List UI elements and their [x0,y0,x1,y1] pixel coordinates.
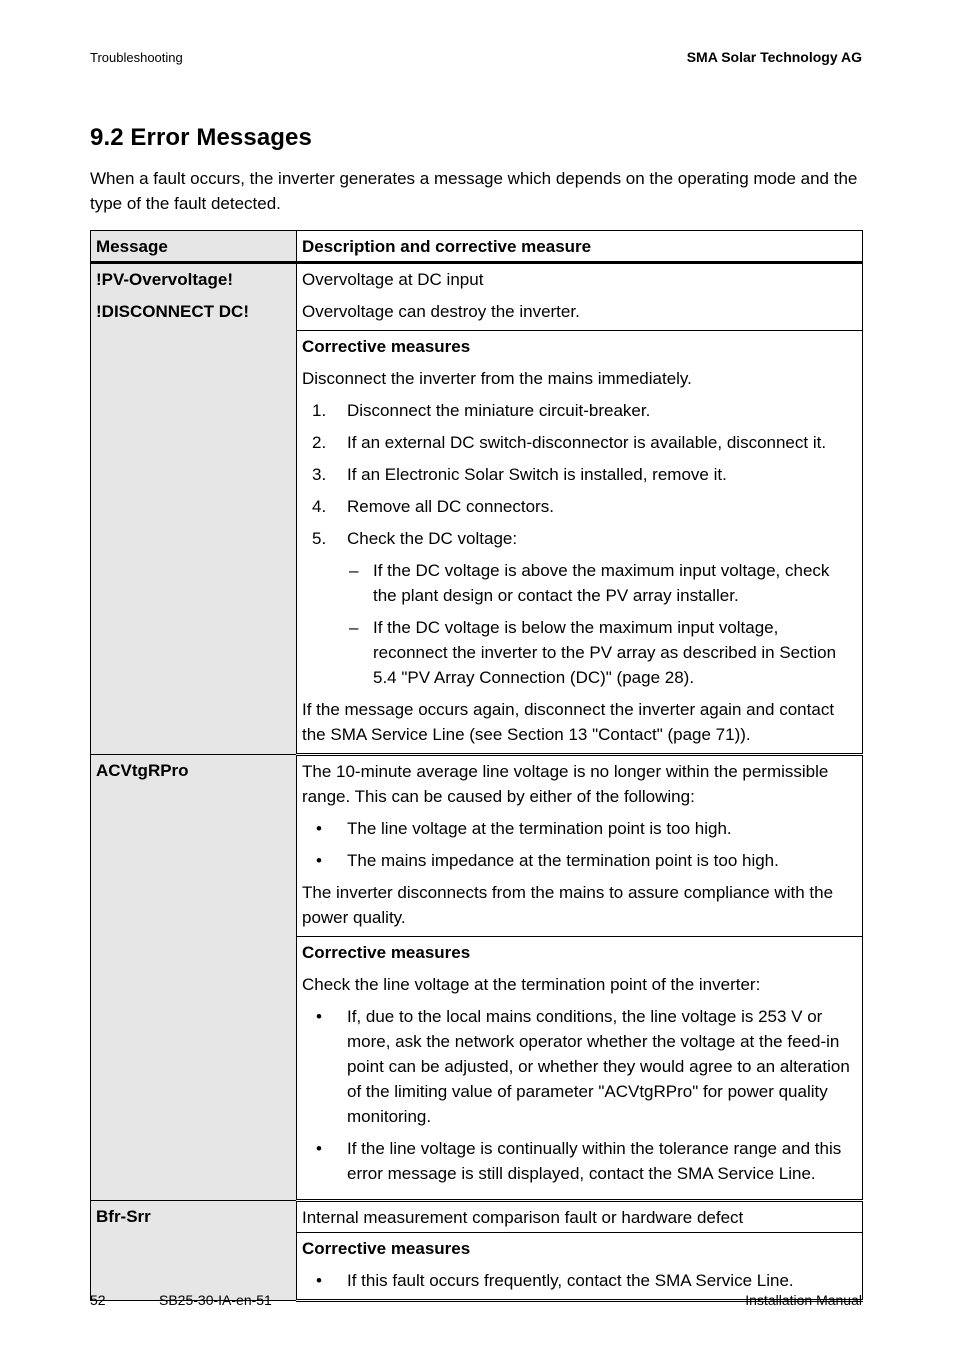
corrective-measures-label: Corrective measures [302,943,471,962]
column-header-description: Description and corrective measure [297,231,863,263]
message-cell [91,263,297,755]
corrective-measures-label: Corrective measures [302,337,471,356]
document-type: Installation Manual [745,1292,862,1308]
step-text: If an external DC switch-disconnector is available, disconnect it. [347,433,827,452]
corrective-measures-label: Corrective measures [302,1239,471,1258]
step-text: Remove all DC connectors. [347,497,554,516]
step-text: If an Electronic Solar Switch is installed, remove it. [347,465,727,484]
corrective-cell [297,331,863,755]
step-number: 5. [312,529,327,548]
list-item [302,615,857,690]
description-cell [297,755,863,937]
column-header-message: Message [91,231,297,263]
description-text: The 10-minute average line voltage is no longer within the permissible range. This can be caused by either of the following: [302,762,829,806]
step-number: 4. [312,497,327,516]
description-text: Internal measurement comparison fault or hardware defect [302,1208,744,1227]
list-item [302,398,857,423]
bullet-text: If the line voltage is continually within the tolerance range and this error message is still displayed, contact the SMA Service Line. [347,1139,842,1183]
description-text: Overvoltage at DC input [302,270,484,289]
bullet-marker: • [316,1007,322,1026]
bullet-text: If, due to the local mains conditions, the line voltage is 253 V or more, ask the network operator whether the voltage at the feed-in point can be adjusted, or whether they would agree to an alteration of the limiting value of parameter "ACVtgRPro" for power quality monitoring. [347,1007,850,1126]
step-text: Disconnect the miniature circuit-breaker. [347,401,651,420]
list-item [302,1268,857,1293]
error-messages-table [90,230,863,1302]
list-item [302,494,857,519]
bullet-text: If this fault occurs frequently, contact the SMA Service Line. [347,1271,794,1290]
corrective-closing: If the message occurs again, disconnect the inverter again and contact the SMA Service Line (see Section 13 "Contact" (page 71)). [302,700,835,744]
message-name: Bfr-Srr [96,1207,151,1226]
message-name: ACVtgRPro [96,761,189,780]
dash-marker: – [349,561,359,580]
bullet-text: The line voltage at the termination point is too high. [347,819,732,838]
page-number: 52 [90,1292,106,1308]
document-id: SB25-30-IA-en-51 [159,1292,272,1308]
step-number: 2. [312,433,327,452]
list-item [302,816,857,841]
message-cell [91,755,297,1201]
table-row [91,755,863,937]
intro-paragraph: When a fault occurs, the inverter generates a message which depends on the operating mode and the type of the fault detected. [90,169,858,213]
table-row [91,263,863,331]
description-text: The inverter disconnects from the mains to assure compliance with the power quality. [302,883,834,927]
corrective-intro: Check the line voltage at the termination point of the inverter: [302,975,761,994]
bullet-marker: • [316,851,322,870]
list-item [302,462,857,487]
list-item [302,558,857,608]
running-header-company: SMA Solar Technology AG [686,49,862,65]
bullet-marker: • [316,1271,322,1290]
list-item [302,430,857,455]
corrective-cell [297,937,863,1201]
list-item [302,526,857,551]
bullet-marker: • [316,1139,322,1158]
bullet-marker: • [316,819,322,838]
running-header-section: Troubleshooting [90,50,183,65]
message-name: !DISCONNECT DC! [96,302,249,321]
list-item [302,848,857,873]
step-number: 3. [312,465,327,484]
table-header-row [91,231,863,263]
dash-marker: – [349,618,359,637]
corrective-intro: Disconnect the inverter from the mains immediately. [302,369,692,388]
message-name: !PV-Overvoltage! [96,270,233,289]
subitem-text: If the DC voltage is below the maximum input voltage, reconnect the inverter to the PV array as described in Section 5.4 "PV Array Connection (DC)" (page 28). [373,618,837,687]
list-item [302,1136,857,1186]
message-cell [91,1201,297,1301]
subitem-text: If the DC voltage is above the maximum input voltage, check the plant design or contact the PV array installer. [373,561,830,605]
page-title: 9.2 Error Messages [90,124,312,151]
table-row [91,1201,863,1233]
list-item [302,1004,857,1129]
bullet-text: The mains impedance at the termination point is too high. [347,851,779,870]
corrective-cell [297,1233,863,1301]
description-cell [297,1201,863,1233]
step-number: 1. [312,401,327,420]
description-text: Overvoltage can destroy the inverter. [302,302,580,321]
step-text: Check the DC voltage: [347,529,518,548]
description-cell [297,263,863,331]
